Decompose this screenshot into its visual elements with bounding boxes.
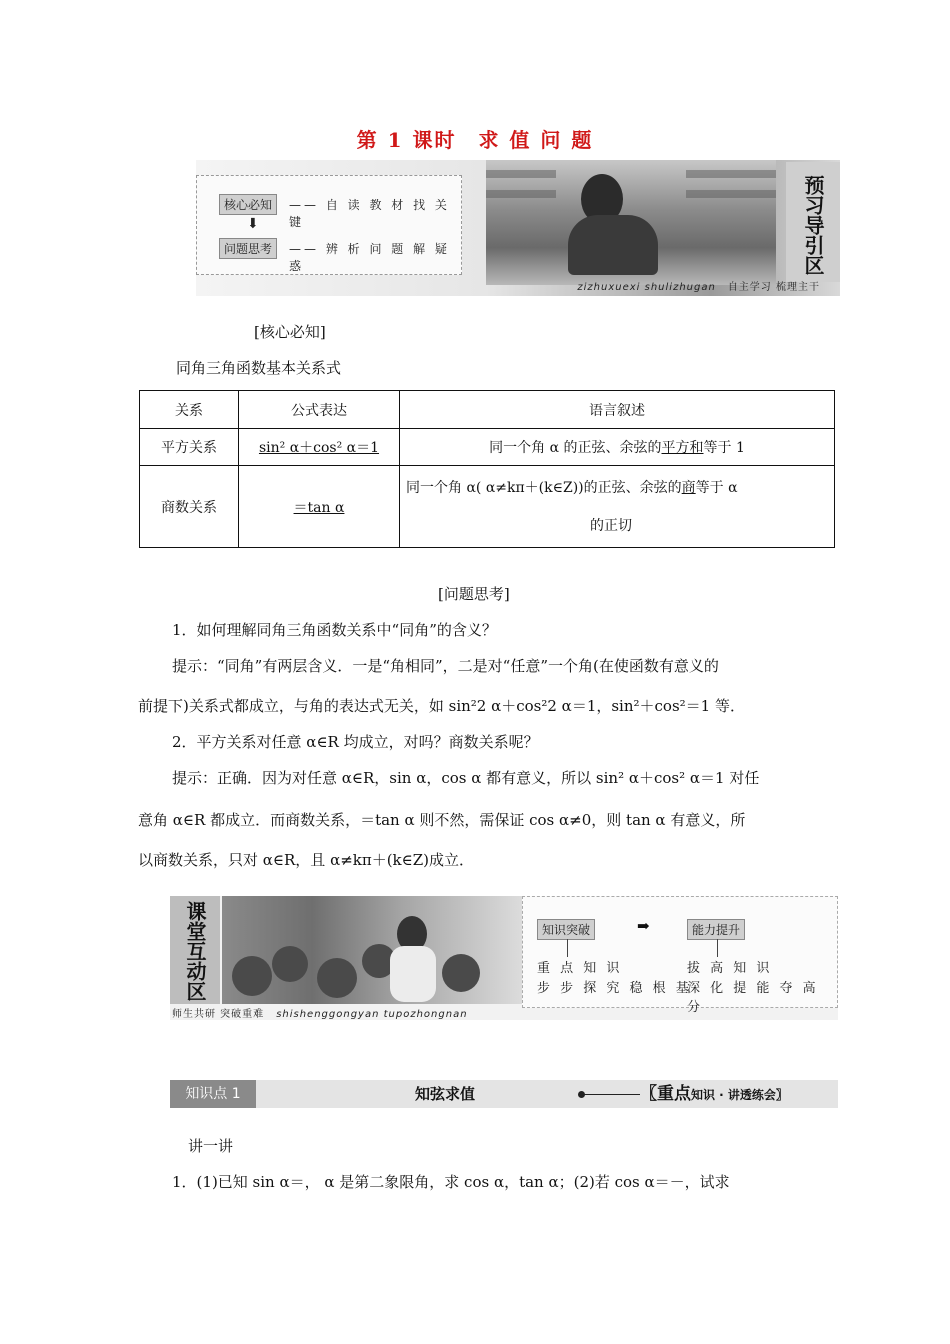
banner2-guide-panel	[522, 896, 838, 1015]
tag-question-think: 问题思考	[219, 238, 277, 259]
problem-1: 1．(1)已知 sin α＝， α 是第二象限角，求 cos α，tan α；(2)若 cos α＝－，试求	[172, 1173, 730, 1191]
section-label: 〖重点知识 · 讲透练会〗	[640, 1084, 788, 1104]
desc-question-think: —— 辨 析 问 题 解 疑 惑	[289, 242, 450, 273]
cell-formula-square: sin² α＋cos² α＝1	[239, 429, 400, 466]
table-row	[140, 429, 835, 466]
header-relation: 关系	[140, 391, 239, 429]
desc-key-knowledge: 重 点 知 识	[537, 961, 623, 976]
answer-2-line-2: 意角 α∈R 都成立．而商数关系，＝tan α 则不然，需保证 cos α≠0，则 tan α 有意义，所	[138, 811, 746, 829]
section-tag: 知识点 1	[170, 1080, 256, 1108]
question-1: 1．如何理解同角三角函数关系中“同角”的含义？	[172, 621, 497, 639]
banner2-vertical-title: 课堂互动区	[170, 896, 220, 1004]
section-title: 知弦求值	[414, 1085, 475, 1103]
tag-core-knowledge: 核心必知	[219, 194, 277, 215]
reading-girl-body	[568, 215, 658, 275]
banner-footer	[577, 278, 820, 293]
cell-desc-quotient: 同一个角 α( α≠kπ＋(k∈Z))的正弦、余弦的商等于 α 的正切	[400, 466, 835, 548]
banner-footer-text: 自主学习 梳理主干	[727, 282, 820, 293]
table-header-row	[140, 391, 835, 429]
banner2-footer	[172, 1005, 468, 1020]
section-line	[582, 1094, 640, 1095]
header-formula: 公式表达	[239, 391, 400, 429]
classroom-banner	[170, 896, 838, 1020]
cell-desc-square: 同一个角 α 的正弦、余弦的平方和等于 1	[400, 429, 835, 466]
desc-core-knowledge: —— 自 读 教 材 找 关 键	[289, 198, 450, 229]
question-heading: [问题思考]	[438, 585, 510, 603]
page-title: 第 1 课时 求 值 问 题	[356, 128, 594, 152]
desc-advance-knowledge: 拔 高 知 识	[687, 961, 773, 976]
tag-ability-up: 能力提升	[687, 919, 745, 940]
table-caption: 同角三角函数基本关系式	[176, 359, 342, 377]
relation-table	[139, 390, 835, 548]
desc-step-explore: 步 步 探 究 稳 根 基	[537, 981, 692, 996]
answer-1-line-1: 提示：“同角”有两层含义．一是“角相同”，二是对“任意”一个角(在使函数有意义的	[172, 657, 719, 675]
banner-guide-box	[196, 175, 462, 275]
desc-deepen-ability: 深 化 提 能 夺 高 分	[687, 981, 819, 1015]
question-2: 2．平方关系对任意 α∈R 均成立，对吗？商数关系呢？	[172, 733, 539, 751]
table-row	[140, 466, 835, 548]
arrow-down-icon: ⬇	[247, 216, 259, 232]
preview-banner	[196, 160, 840, 296]
header-description: 语言叙述	[400, 391, 835, 429]
section-header	[170, 1080, 838, 1108]
tag-knowledge-break: 知识突破	[537, 919, 595, 940]
cell-relation-square: 平方关系	[140, 429, 239, 466]
classroom-photo	[222, 896, 522, 1004]
core-heading: [核心必知]	[254, 323, 326, 341]
answer-1-line-2: 前提下)关系式都成立，与角的表达式无关，如 sin²2 α＋cos²2 α＝1，sin²＋cos²＝1 等．	[138, 697, 745, 715]
banner2-footer-text: 师生共研 突破重难	[172, 1009, 265, 1020]
lecture-label: 讲一讲	[188, 1137, 234, 1155]
cell-relation-quotient: 商数关系	[140, 466, 239, 548]
arrow-right-icon: ➡	[637, 917, 650, 935]
answer-2-line-1: 提示：正确．因为对任意 α∈R，sin α，cos α 都有意义，所以 sin² α＋cos² α＝1 对任	[172, 769, 760, 787]
library-photo	[486, 160, 776, 285]
cell-formula-quotient: ＝tan α	[239, 466, 400, 548]
answer-2-line-3: 以商数关系，只对 α∈R，且 α≠kπ＋(k∈Z)成立．	[138, 851, 475, 869]
banner2-footer-pinyin: shishenggongyan tupozhongnan	[276, 1009, 468, 1020]
banner-footer-pinyin: zizhuxuexi shulizhugan	[577, 282, 716, 293]
banner-vertical-title: 预习导引区	[786, 162, 840, 282]
